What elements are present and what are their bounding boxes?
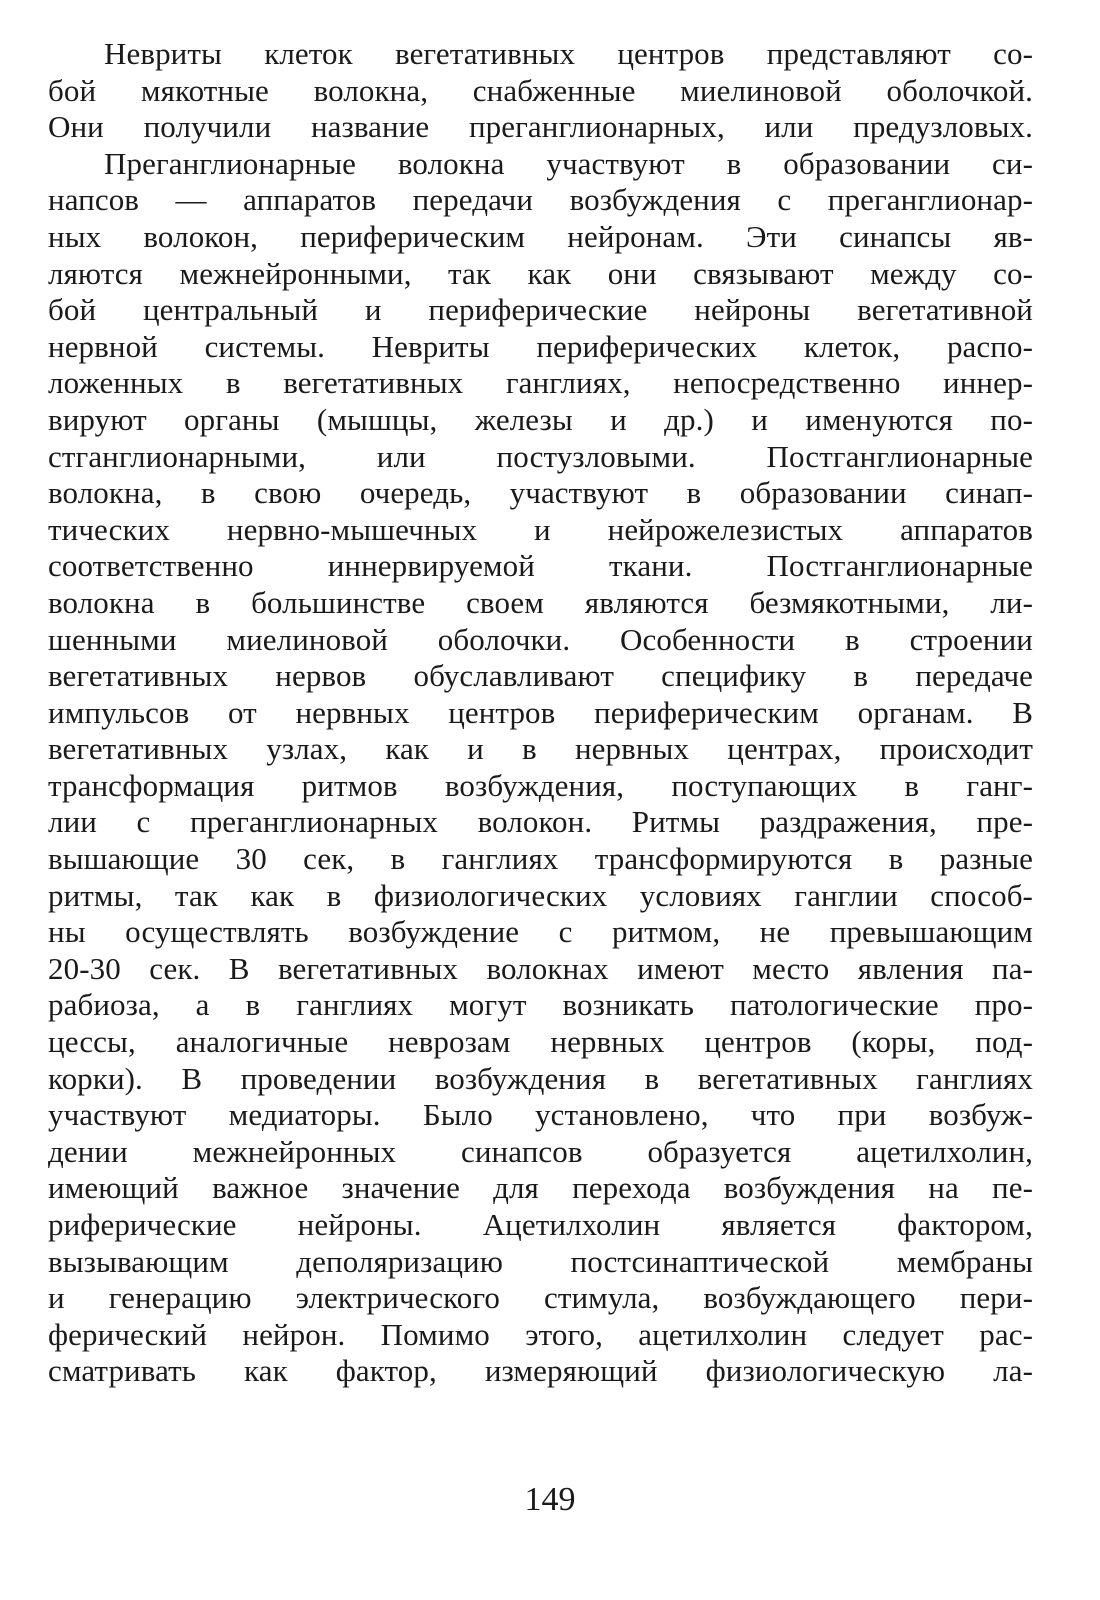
text-line: ложенных в вегетативных ганглиях, непосредственно иннер- xyxy=(48,365,1033,401)
page-body xyxy=(48,36,1033,1390)
text-line: дении межнейронных синапсов образуется ацетилхолин, xyxy=(48,1133,1033,1169)
text-line: и генерацию электрического стимула, возбуждающего пери- xyxy=(48,1280,1033,1316)
text-line: нервной системы. Невриты периферических клеток, распо- xyxy=(48,328,1033,364)
text-line: вегетативных узлах, как и в нервных центрах, происходит xyxy=(48,731,1033,767)
text-line: волокна, в свою очередь, участвуют в образовании синап- xyxy=(48,475,1033,511)
text-line: волокна в большинстве своем являются безмякотными, ли- xyxy=(48,584,1033,620)
text-line: импульсов от нервных центров периферическим органам. В xyxy=(48,694,1033,730)
page-number: 149 xyxy=(524,1481,576,1518)
text-line: имеющий важное значение для перехода возбуждения на пе- xyxy=(48,1170,1033,1206)
text-line: ных волокон, периферическим нейронам. Эти синапсы яв- xyxy=(48,218,1033,254)
text-line: напсов — аппаратов передачи возбуждения с преганглионар- xyxy=(48,182,1033,218)
text-line: бой центральный и периферические нейроны вегетативной xyxy=(48,292,1033,328)
text-line: ны осуществлять возбуждение с ритмом, не превышающим xyxy=(48,914,1033,950)
text-line: стганглионарными, или постузловыми. Постганглионарные xyxy=(48,438,1033,474)
text-line: ферический нейрон. Помимо этого, ацетилхолин следует рас- xyxy=(48,1316,1033,1352)
text-line: тических нервно-мышечных и нейрожелезистых аппаратов xyxy=(48,511,1033,547)
text-line: вируют органы (мышцы, железы и др.) и именуются по- xyxy=(48,401,1033,437)
text-line: риферические нейроны. Ацетилхолин является фактором, xyxy=(48,1207,1033,1242)
text-line: цессы, аналогичные неврозам нервных центров (коры, под- xyxy=(48,1024,1033,1060)
text-line: вызывающим деполяризацию постсинаптической мембраны xyxy=(48,1243,1033,1279)
text-line: трансформация ритмов возбуждения, поступающих в ганг- xyxy=(48,767,1033,803)
paragraph-1 xyxy=(48,36,1033,146)
text-line: Они получили название преганглионарных, или предузловых. xyxy=(48,109,1033,145)
text-line: рабиоза, а в ганглиях могут возникать патологические про- xyxy=(48,987,1033,1023)
text-line: шенными миелиновой оболочки. Особенности в строении xyxy=(48,621,1033,657)
text-line: вышающие 30 сек, в ганглиях трансформируются в разные xyxy=(48,841,1033,877)
text-line: участвуют медиаторы. Было установлено, что при возбуж- xyxy=(48,1097,1033,1133)
text-line: лии с преганглионарных волокон. Ритмы раздражения, пре- xyxy=(48,804,1033,840)
text-line: сматривать как фактор, измеряющий физиологическую ла- xyxy=(48,1353,1033,1389)
paragraph-2 xyxy=(48,146,1033,1390)
text-line: ляются межнейронными, так как они связывают между со- xyxy=(48,255,1033,291)
text-line: ритмы, так как в физиологических условиях ганглии способ- xyxy=(48,877,1033,913)
text-line: соответственно иннервируемой ткани. Постганглионарные xyxy=(48,548,1033,584)
text-line: Преганглионарные волокна участвуют в образовании си- xyxy=(104,145,1033,181)
text-line: корки). В проведении возбуждения в вегетативных ганглиях xyxy=(48,1060,1033,1096)
text-line: 20-30 сек. В вегетативных волокнах имеют место явления па- xyxy=(48,950,1033,986)
text-line: вегетативных нервов обуславливают специфику в передаче xyxy=(48,658,1033,694)
text-line: Невриты клеток вегетативных центров представляют со- xyxy=(104,36,1033,71)
text-line: бой мякотные волокна, снабженные миелиновой оболочкой. xyxy=(48,72,1033,108)
